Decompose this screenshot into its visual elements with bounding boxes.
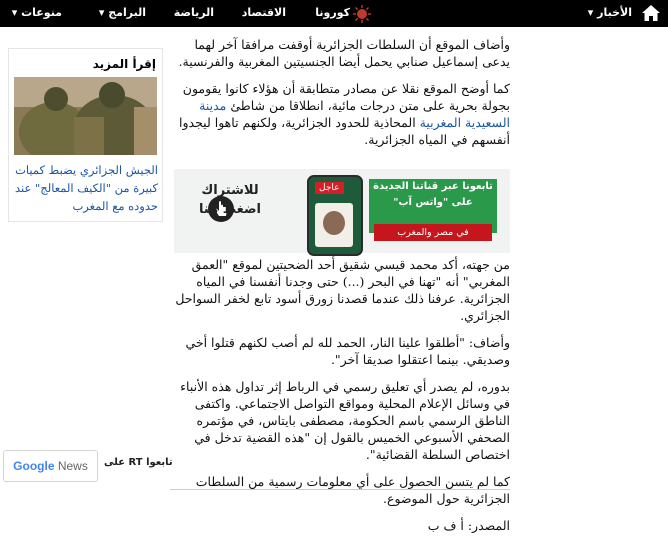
home-icon[interactable]: [640, 3, 662, 23]
subscribe-text: [190, 181, 270, 219]
subscribe-line: اضغط هنا: [198, 202, 261, 217]
article-text: المحاذية للحدود الجزائرية، ولكنهم تاهوا ليجدوا أنفسهم في المياه الجزائرية.: [179, 115, 510, 147]
article-paragraph: وأضاف الموقع أن السلطات الجزائرية أوقفت مرافقا آخر لهما يدعى إسماعيل صنابي يحمل أيضا الجنسيتين المغربية والفرنسية.: [178, 37, 510, 69]
news-text: News: [54, 459, 88, 473]
phone-graphic: [307, 175, 363, 256]
nav-item-sports[interactable]: الرياضة: [173, 6, 214, 19]
virus-icon: [352, 4, 372, 24]
article-paragraph: [170, 80, 510, 148]
article-paragraph: بدوره، لم يصدر أي تعليق رسمي في الرباط إثر تداول هذه الأنباء في وسائل الإعلام المحلية ومواقع التواصل الاجتماعي. واكتفى الناطق الرسمي باسم الحكومة، مصطفى بايتاس، في مؤتمره الصحفي الأسبوعي الخميس بالقول إن "هذه القضية تدخل في اختصاص السلطة القضائية".: [180, 379, 510, 462]
nav-item-news[interactable]: الأخبار ▾: [587, 6, 632, 19]
article-paragraph: كما لم يتسن الحصول على أي معلومات رسمية من السلطات الجزائرية حول الموضوع.: [195, 474, 510, 506]
article-paragraph: وأضاف: "أطلقوا علينا النار، الحمد لله لم أصب لكنهم قتلوا أخي وصديقي. بينما اعتقلوا صديقا آخر".: [185, 335, 510, 367]
promo-line: تابعونا عبر قناتنا الجديدة: [373, 181, 493, 192]
soldiers-photo[interactable]: [14, 77, 157, 155]
follow-rt-label: تابعوا RT على: [104, 457, 173, 468]
promo-line: على "واتس آب": [393, 197, 473, 208]
read-more-link[interactable]: الجيش الجزائري يضبط كميات كبيرة من "الكيف المعالج" عند حدوده مع المغرب: [14, 163, 158, 213]
subscribe-line: للاشتراك: [201, 183, 259, 198]
nav-item-programs[interactable]: البرامج ▾: [98, 6, 146, 19]
regions-strip: في مصر والمغرب: [374, 224, 492, 241]
google-logo-text: Google: [13, 459, 55, 473]
divider: [170, 489, 510, 490]
whatsapp-banner[interactable]: [174, 169, 510, 253]
article-paragraph: من جهته، أكد محمد قيسي شقيق أحد الضحيتين لموقع "العمق المغربي" أنه "تهنا في البحر (...) حتى وجدنا أنفسنا في المياه الجزائرية. عرفنا ذلك عندما قصدنا زورق أسود تابع لخفر السواحل الجزائري.: [175, 257, 510, 323]
nav-item-corona[interactable]: كورونا: [315, 6, 350, 19]
nav-item-misc[interactable]: منوعات ▾: [11, 6, 62, 19]
read-more-title: إقرأ المزيد: [92, 57, 156, 71]
city-link[interactable]: مدينة السعيدية المغربية: [199, 98, 510, 130]
urgent-label: عاجل: [315, 182, 344, 194]
follow-bar: [0, 449, 668, 494]
article-text: كما أوضح الموقع نقلا عن مصادر متطابقة أن هؤلاء كانوا يقومون بجولة بحرية على متن درجات مائية، انطلاقا من شاطئ: [182, 81, 510, 113]
article-source: المصدر: أ ف ب: [427, 518, 510, 533]
google-news-button[interactable]: [3, 450, 98, 482]
read-more-box: [8, 48, 163, 222]
top-nav-bar: [0, 0, 668, 27]
nav-item-economy[interactable]: الاقتصاد: [241, 6, 286, 19]
